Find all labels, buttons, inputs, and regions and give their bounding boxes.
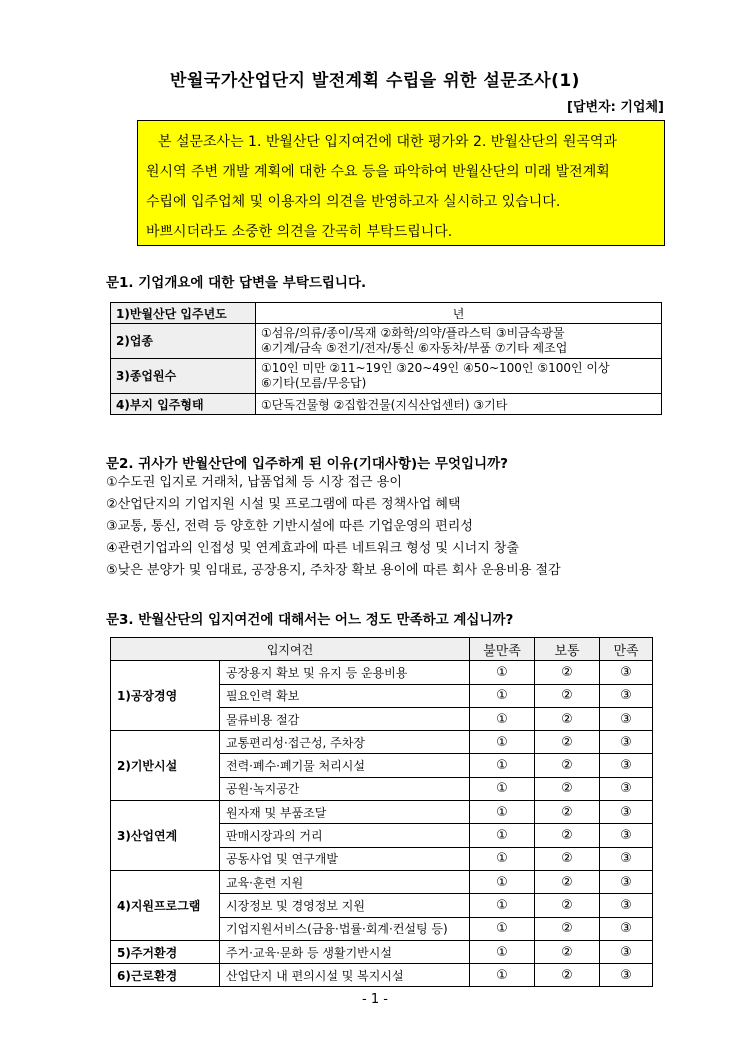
neutral-option[interactable]: ② [535, 894, 600, 917]
table-row [111, 964, 653, 987]
group-label: 4)지원프로그램 [111, 870, 220, 940]
neutral-option[interactable]: ② [535, 847, 600, 870]
criterion-label: 전력·폐수·폐기물 처리시설 [220, 754, 470, 777]
satisfied-option[interactable]: ③ [600, 777, 653, 800]
q2-option-2[interactable]: ②산업단지의 기업지원 시설 및 프로그램에 따른 정책사업 혜택 [106, 497, 461, 512]
q2-option-3[interactable]: ③교통, 통신, 전력 등 양호한 기반시설에 따른 기업운영의 편리성 [106, 519, 473, 534]
dissatisfied-option[interactable]: ① [470, 707, 535, 730]
neutral-option[interactable]: ② [535, 824, 600, 847]
neutral-option[interactable]: ② [535, 801, 600, 824]
criterion-label: 교통편리성·접근성, 주차장 [220, 731, 470, 754]
table-row [111, 940, 653, 963]
criterion-label: 산업단지 내 편의시설 및 복지시설 [220, 964, 470, 987]
satisfied-option[interactable]: ③ [600, 824, 653, 847]
satisfied-option[interactable]: ③ [600, 940, 653, 963]
criterion-label: 필요인력 확보 [220, 684, 470, 707]
q2-option-5[interactable]: ⑤낮은 분양가 및 임대료, 공장용지, 주차장 확보 용이에 따른 회사 운용비용 절감 [106, 563, 561, 578]
satisfied-option[interactable]: ③ [600, 894, 653, 917]
q1-heading: 문1. 기업개요에 대한 답변을 부탁드립니다. [106, 275, 367, 291]
site-type-options[interactable]: ①단독건물형 ②집합건물(지식산업센터) ③기타 [256, 394, 662, 415]
neutral-option[interactable]: ② [535, 870, 600, 893]
neutral-option[interactable]: ② [535, 754, 600, 777]
satisfied-option[interactable]: ③ [600, 801, 653, 824]
table-row [111, 303, 662, 324]
notice-line-1: 본 설문조사는 1. 반월산단 입지여건에 대한 평가와 2. 반월산단의 원곡역과 [158, 134, 617, 150]
criterion-label: 시장정보 및 경영정보 지원 [220, 894, 470, 917]
satisfied-option[interactable]: ③ [600, 754, 653, 777]
satisfaction-table [110, 637, 653, 987]
entry-year-field[interactable]: 년 [256, 303, 662, 324]
company-overview-table [110, 302, 662, 415]
satisfied-option[interactable]: ③ [600, 847, 653, 870]
neutral-option[interactable]: ② [535, 684, 600, 707]
dissatisfied-option[interactable]: ① [470, 964, 535, 987]
table-row [111, 324, 662, 359]
criterion-label: 공장용지 확보 및 유지 등 운용비용 [220, 661, 470, 684]
column-header-item: 입지여건 [111, 638, 470, 661]
q2-heading: 문2. 귀사가 반월산단에 입주하게 된 이유(기대사항)는 무엇입니까? [106, 456, 508, 472]
row-label: 4)부지 입주형태 [111, 394, 256, 415]
dissatisfied-option[interactable]: ① [470, 684, 535, 707]
option-line: ①섬유/의류/종이/목재 ②화학/의약/플라스틱 ③비금속광물 [261, 326, 565, 340]
column-header-dissatisfied: 불만족 [470, 638, 535, 661]
employee-count-options[interactable] [256, 359, 662, 394]
column-header-neutral: 보통 [535, 638, 600, 661]
group-label: 6)근로환경 [111, 964, 220, 987]
table-row [111, 801, 653, 824]
criterion-label: 주거·교육·문화 등 생활기반시설 [220, 940, 470, 963]
q2-options [106, 472, 561, 582]
table-row [111, 661, 653, 684]
neutral-option[interactable]: ② [535, 731, 600, 754]
q2-option-4[interactable]: ④관련기업과의 인접성 및 연계효과에 따른 네트워크 형성 및 시너지 창출 [106, 541, 520, 556]
dissatisfied-option[interactable]: ① [470, 894, 535, 917]
satisfied-option[interactable]: ③ [600, 964, 653, 987]
industry-options[interactable] [256, 324, 662, 359]
row-label: 2)업종 [111, 324, 256, 359]
satisfied-option[interactable]: ③ [600, 731, 653, 754]
respondent-label: [답변자: 기업체] [567, 100, 664, 115]
dissatisfied-option[interactable]: ① [470, 870, 535, 893]
satisfied-option[interactable]: ③ [600, 707, 653, 730]
satisfied-option[interactable]: ③ [600, 870, 653, 893]
dissatisfied-option[interactable]: ① [470, 917, 535, 940]
criterion-label: 기업지원서비스(금융·법률·회계·컨설팅 등) [220, 917, 470, 940]
criterion-label: 공동사업 및 연구개발 [220, 847, 470, 870]
dissatisfied-option[interactable]: ① [470, 777, 535, 800]
page-title: 반월국가산업단지 발전계획 수립을 위한 설문조사(1) [170, 71, 580, 91]
page-number: - 1 - [362, 992, 388, 1007]
criterion-label: 교육·훈련 지원 [220, 870, 470, 893]
neutral-option[interactable]: ② [535, 707, 600, 730]
table-row [111, 359, 662, 394]
neutral-option[interactable]: ② [535, 777, 600, 800]
satisfied-option[interactable]: ③ [600, 917, 653, 940]
column-header-satisfied: 만족 [600, 638, 653, 661]
table-row [111, 394, 662, 415]
dissatisfied-option[interactable]: ① [470, 754, 535, 777]
criterion-label: 공원·녹지공간 [220, 777, 470, 800]
notice-line-4: 바쁘시더라도 소중한 의견을 간곡히 부탁드립니다. [146, 224, 453, 240]
dissatisfied-option[interactable]: ① [470, 824, 535, 847]
notice-line-3: 수립에 입주업체 및 이용자의 의견을 반영하고자 실시하고 있습니다. [146, 194, 561, 210]
satisfied-option[interactable]: ③ [600, 661, 653, 684]
group-label: 5)주거환경 [111, 940, 220, 963]
neutral-option[interactable]: ② [535, 917, 600, 940]
group-label: 2)기반시설 [111, 731, 220, 801]
table-row [111, 870, 653, 893]
table-row [111, 731, 653, 754]
group-label: 1)공장경영 [111, 661, 220, 731]
option-line: ⑥기타(모름/무응답) [261, 376, 367, 390]
option-line: ①10인 미만 ②11~19인 ③20~49인 ④50~100인 ⑤100인 이상 [261, 361, 610, 375]
dissatisfied-option[interactable]: ① [470, 801, 535, 824]
q2-option-1[interactable]: ①수도권 입지로 거래처, 납품업체 등 시장 접근 용이 [106, 475, 402, 490]
satisfied-option[interactable]: ③ [600, 684, 653, 707]
q3-heading: 문3. 반월산단의 입지여건에 대해서는 어느 정도 만족하고 계십니까? [106, 612, 514, 628]
neutral-option[interactable]: ② [535, 661, 600, 684]
criterion-label: 판매시장과의 거리 [220, 824, 470, 847]
criterion-label: 물류비용 절감 [220, 707, 470, 730]
neutral-option[interactable]: ② [535, 964, 600, 987]
dissatisfied-option[interactable]: ① [470, 661, 535, 684]
neutral-option[interactable]: ② [535, 940, 600, 963]
notice-line-2: 원시역 주변 개발 계획에 대한 수요 등을 파악하여 반월산단의 미래 발전계획 [146, 164, 610, 180]
dissatisfied-option[interactable]: ① [470, 731, 535, 754]
criterion-label: 원자재 및 부품조달 [220, 801, 470, 824]
group-label: 3)산업연계 [111, 801, 220, 871]
notice-box [137, 120, 665, 246]
dissatisfied-option[interactable]: ① [470, 847, 535, 870]
row-label: 1)반월산단 입주년도 [111, 303, 256, 324]
row-label: 3)종업원수 [111, 359, 256, 394]
option-line: ④기계/금속 ⑤전기/전자/통신 ⑥자동차/부품 ⑦기타 제조업 [261, 341, 568, 355]
table-header-row [111, 638, 653, 661]
dissatisfied-option[interactable]: ① [470, 940, 535, 963]
